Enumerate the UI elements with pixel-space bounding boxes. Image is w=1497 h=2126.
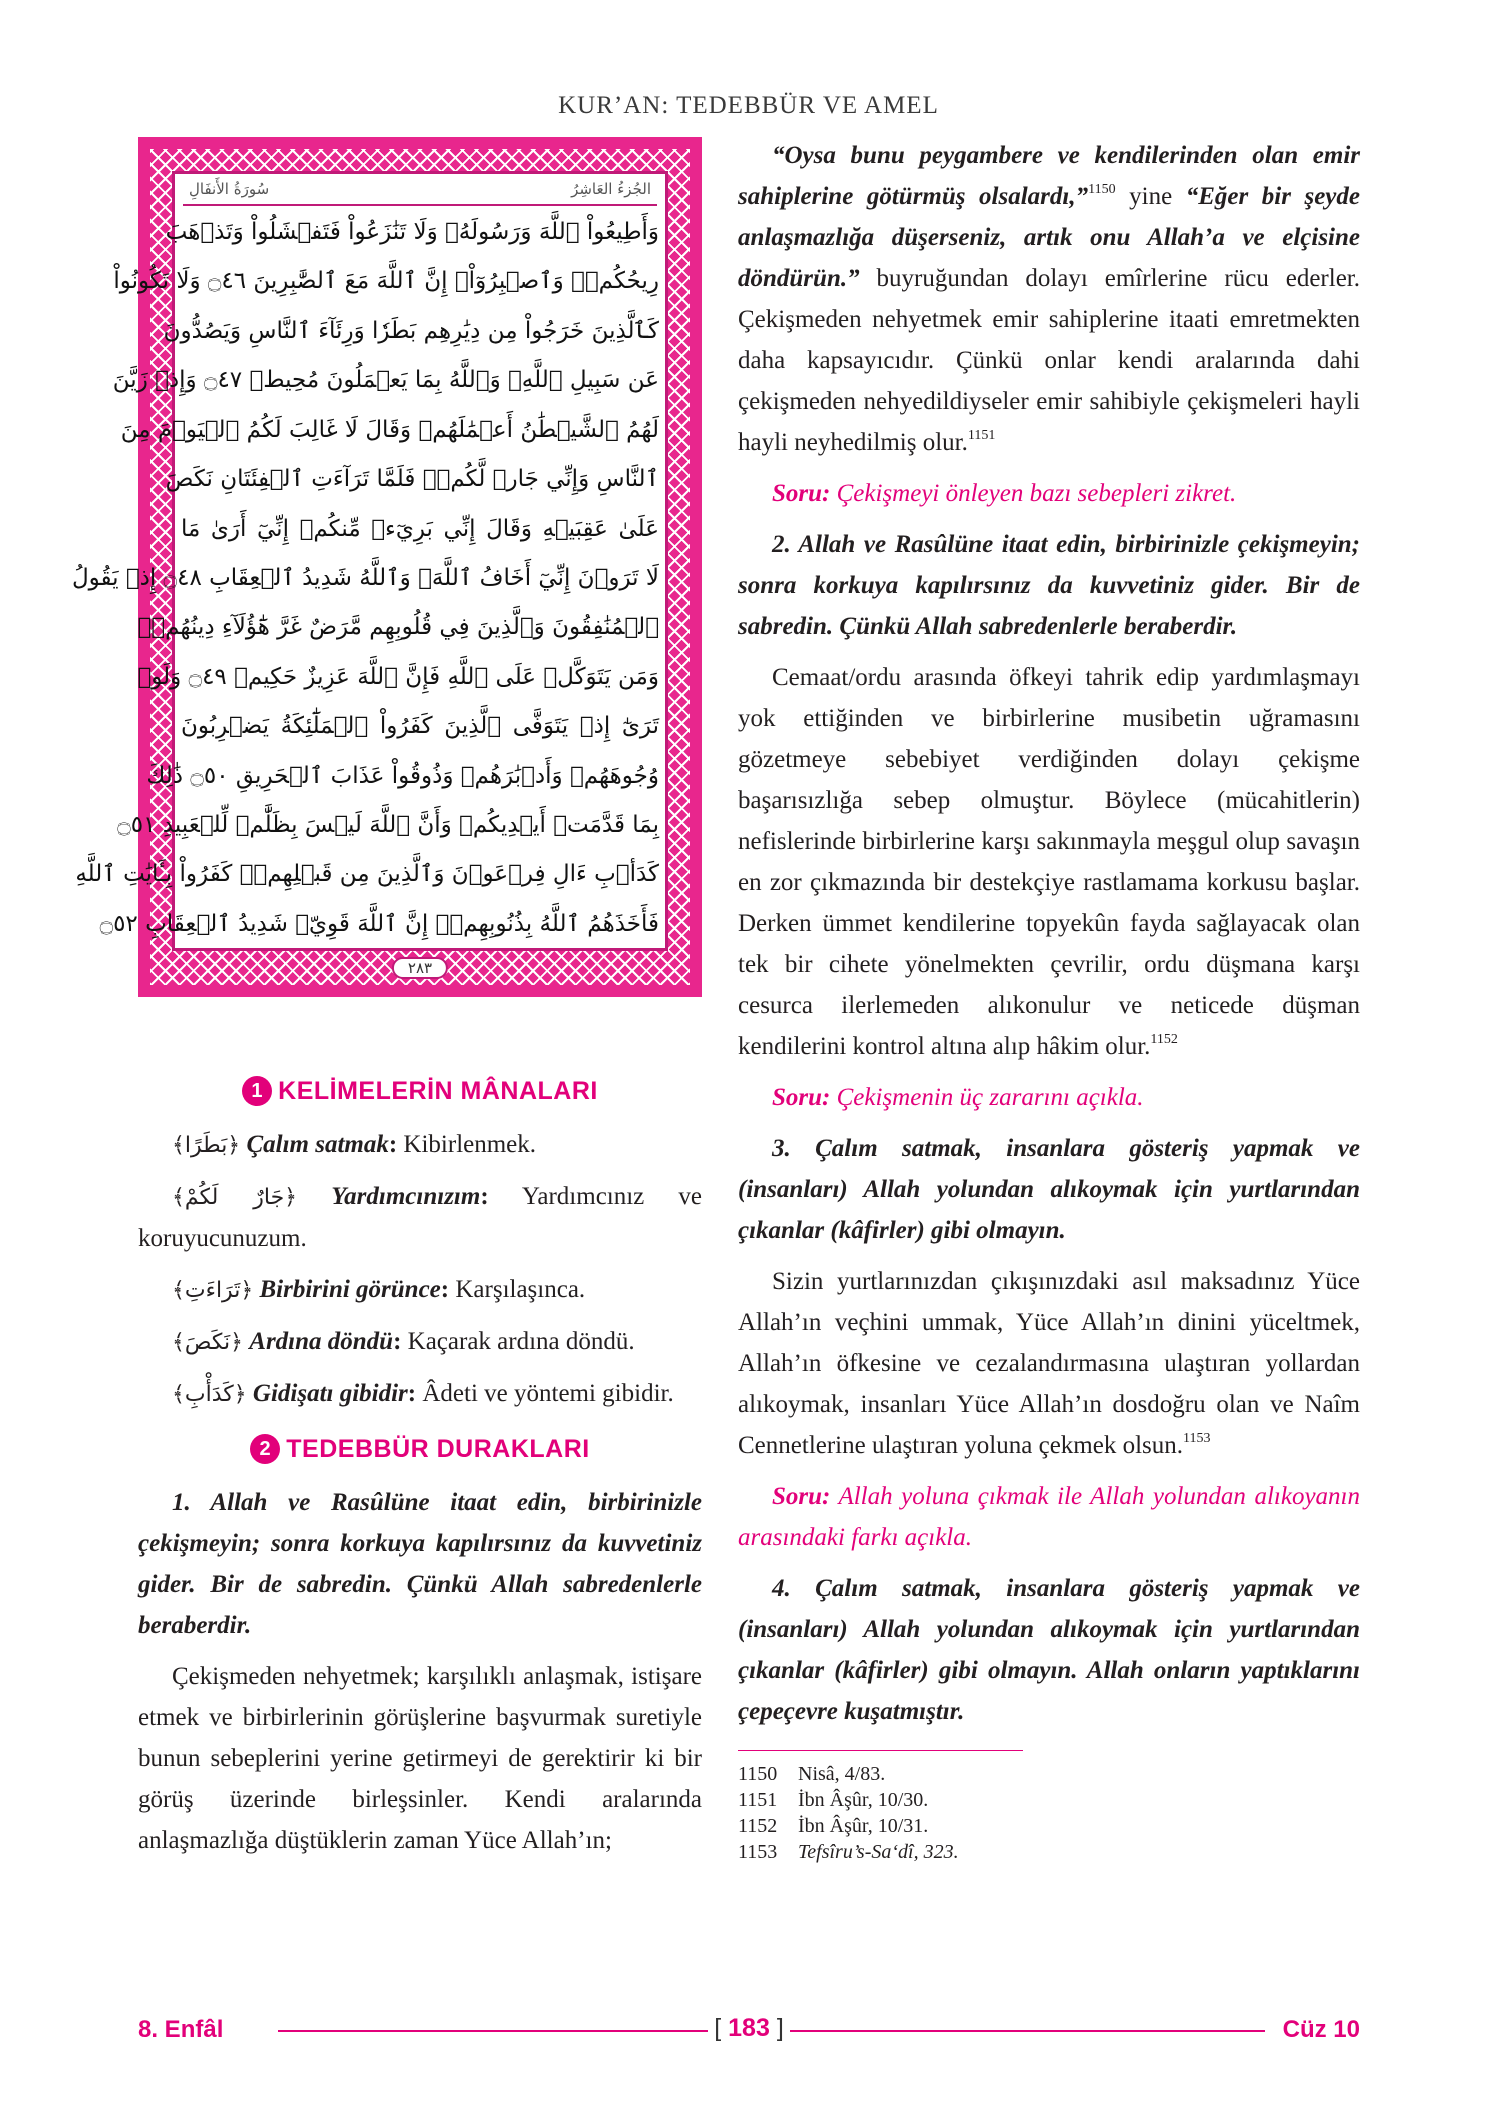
mushaf-line: ٱلنَّاسِ وَإِنِّي جَارٞ لَّكُمۡۖ فَلَمَّا تَرَآءَتِ ٱلۡفِئَتَانِ نَكَصَ	[165, 466, 659, 493]
glossary-term: Çalım satmak	[246, 1131, 389, 1158]
glossary-definition: Yardımcınız ve koruyucunuzum.	[138, 1183, 702, 1252]
question-label: Soru:	[772, 480, 831, 507]
footnote	[738, 1787, 1360, 1813]
mushaf-line: لَا تَرَوۡنَ إِنِّيٓ أَخَافُ ٱللَّهَۚ وَٱللَّهُ شَدِيدُ ٱلۡعِقَابِ ۝٤٨ إِذۡ يَقُولُ	[71, 564, 659, 591]
mushaf-header-rule	[183, 204, 657, 206]
tedebbur-point-4: 4. Çalım satmak, insanlara gösteriş yapmak ve (insanları) Allah yolundan alıkoymak için yurtlarından çıkanlar (kâfirler) gibi olmayın. Allah onların yaptıklarını çepeçevre kuşatmıştır.	[738, 1575, 1360, 1725]
mushaf-line: فَأَخَذَهُمُ ٱللَّهُ بِذُنُوبِهِمۡۚ إِنَّ ٱللَّهَ قَوِيّٞ شَدِيدُ ٱلۡعِقَابِ ۝٥٢	[99, 910, 659, 937]
right-column	[738, 135, 1360, 1865]
footnote-text: İbn Âşûr, 10/31.	[798, 1815, 929, 1837]
mushaf-line: تَرَىٰٓ إِذۡ يَتَوَفَّى ٱلَّذِينَ كَفَرُواْ ٱلۡمَلَٰٓئِكَةُ يَضۡرِبُونَ	[181, 713, 659, 740]
footnote-ref[interactable]: 1152	[1150, 1032, 1178, 1047]
glossary-definition: Kaçarak ardına döndü.	[401, 1328, 635, 1355]
footnote-ref[interactable]: 1150	[1088, 182, 1116, 197]
glossary-term: Ardına döndü	[249, 1328, 394, 1355]
glossary-entry: ﴿كَدَأْبِ﴾ Gidişatı gibidir: Âdeti ve yöntemi gibidir.	[172, 1380, 674, 1407]
section-heading-kelimeler	[138, 1071, 702, 1112]
footnote-text: İbn Âşûr, 10/30.	[798, 1789, 929, 1811]
mushaf-line: وَمَن يَتَوَكَّلۡ عَلَى ٱللَّهِ فَإِنَّ ٱللَّهَ عَزِيزٌ حَكِيمٞ ۝٤٩ وَلَوۡ	[137, 663, 659, 690]
ornamental-frame	[71, 149, 690, 985]
left-column	[138, 1065, 702, 1871]
quote: “Eğer bir şeyde anlaşmazlığa düşerseniz, artık onu Allah’a ve elçisine döndürün.”	[738, 183, 1360, 292]
running-head: KUR’AN: TEDEBBÜR VE AMEL	[558, 92, 939, 119]
mushaf-line: لَهُمُ ٱلشَّيۡطَٰنُ أَعۡمَٰلَهُمۡ وَقَالَ لَا غَالِبَ لَكُمُ ٱلۡيَوۡمَ مِنَ	[120, 416, 659, 443]
tedebbur-point-2: 2. Allah ve Rasûlüne itaat edin, birbirinizle çekişmeyin; sonra korkuya kapılırsınız da kuvvetiniz gider. Bir de sabredin. Çünkü Allah sabredenlerle beraberdir.	[738, 531, 1360, 640]
glossary-entry: ﴿تَرَاءَتِ﴾ Birbirini görünce: Karşılaşınca.	[172, 1276, 586, 1303]
mushaf-line: كَدَأۡبِ ءَالِ فِرۡعَوۡنَ وَٱلَّذِينَ مِن قَبۡلِهِمۡۚ كَفَرُواْ بِـَٔايَٰتِ ٱللَّهِ	[75, 861, 659, 888]
page-footer	[138, 2016, 1360, 2046]
section-heading-tedebbur	[138, 1429, 702, 1470]
mushaf-line: عَن سَبِيلِ ٱللَّهِۚ وَٱللَّهُ بِمَا يَعۡمَلُونَ مُحِيطٞ ۝٤٧ وَإِذۡ زَيَّنَ	[112, 367, 659, 394]
footnote-divider	[738, 1750, 1023, 1751]
footnote-number: 1151	[738, 1789, 778, 1811]
question-label: Soru:	[772, 1084, 831, 1111]
question-text: Çekişmeyi önleyen bazı sebepleri zikret.	[830, 480, 1237, 507]
glossary-term: Yardımcınızım	[331, 1183, 481, 1210]
arabic-word: ﴿بَطَرًا﴾	[172, 1133, 241, 1158]
mushaf-line: وَأَطِيعُواْ ٱللَّهَ وَرَسُولَهُۥ وَلَا تَنَٰزَعُواْ فَتَفۡشَلُواْ وَتَذۡهَبَ	[165, 219, 659, 245]
question-label: Soru:	[772, 1483, 831, 1510]
arabic-word: ﴿تَرَاءَتِ﴾	[172, 1278, 254, 1303]
bracket-close: ]	[776, 2014, 784, 2042]
question-text: Allah yoluna çıkmak ile Allah yolundan alıkoyanın arasındaki farkı açıkla.	[738, 1483, 1360, 1551]
question-text: Çekişmenin üç zararını açıkla.	[830, 1084, 1144, 1111]
arabic-word: ﴿كَدَأْبِ﴾	[172, 1382, 247, 1407]
mushaf-page-number: ٢٨٣	[392, 957, 448, 979]
bracket-open: [	[714, 2014, 722, 2042]
footnote-text: Nisâ, 4/83.	[798, 1763, 886, 1785]
question	[738, 473, 1360, 514]
footnote-text: Tefsîru’s-Sa‘dî, 323.	[798, 1841, 959, 1863]
mushaf-line: رِيحُكُمۡۖ وَٱصۡبِرُوٓاْۚ إِنَّ ٱللَّهَ مَعَ ٱلصَّٰبِرِينَ ۝٤٦ وَلَا تَكُونُواْ	[113, 268, 659, 295]
glossary-list	[138, 1124, 702, 1415]
footer-rule-right	[790, 2030, 1265, 2032]
mushaf-juz-label: الجُزءُ العَاشِرُ	[571, 180, 651, 198]
footer-rule-left	[278, 2030, 708, 2032]
footnote	[738, 1761, 1360, 1787]
mushaf-line: وُجُوهَهُمۡ وَأَدۡبَٰرَهُمۡ وَذُوقُواْ عَذَابَ ٱلۡحَرِيقِ ۝٥٠ ذَٰلِكَ	[146, 762, 659, 789]
page-number-value: 183	[728, 2014, 770, 2042]
body-paragraph	[738, 1261, 1360, 1466]
footer-juz: Cüz 10	[1282, 2016, 1360, 2043]
arabic-word: ﴿نَكَصَ﴾	[172, 1330, 244, 1355]
footer-page-number	[714, 2014, 784, 2043]
footnote	[738, 1813, 1360, 1839]
glossary-definition: Âdeti ve yöntemi gibidir.	[416, 1380, 674, 1407]
footnotes	[738, 1761, 1360, 1865]
mushaf-line: كَٱلَّذِينَ خَرَجُواْ مِن دِيَٰرِهِم بَطَرٗا وَرِئَآءَ ٱلنَّاسِ وَيَصُدُّونَ	[163, 317, 659, 344]
footer-surah: 8. Enfâl	[138, 2016, 224, 2043]
arabic-word: ﴿جَارٌ لَكُمْ﴾	[172, 1185, 298, 1210]
footnote-ref[interactable]: 1153	[1183, 1431, 1211, 1446]
question	[738, 1476, 1360, 1558]
glossary-definition: Karşılaşınca.	[449, 1276, 586, 1303]
glossary-term: Gidişatı gibidir	[252, 1380, 408, 1407]
mushaf-surah-label: سُورَةُ الأَنفَالِ	[189, 180, 270, 198]
tedebbur-point-1: 1. Allah ve Rasûlüne itaat edin, birbirinizle çekişmeyin; sonra korkuya kapılırsınız da kuvvetiniz gider. Bir de sabredin. Çünkü Allah sabredenlerle beraberdir.	[138, 1489, 702, 1639]
mushaf-line: عَلَىٰ عَقِبَيۡهِ وَقَالَ إِنِّي بَرِيٓءٞ مِّنكُمۡ إِنِّيٓ أَرَىٰ مَا	[181, 515, 659, 542]
section-number-badge: 1	[242, 1076, 272, 1106]
text-run: Cemaat/ordu arasında öfkeyi tahrik edip yardımlaşmayı yok ettiğinden ve birbirlerine musibetin uğramasını gözetmeye sebebiyet verdiğinden dolayı çekişme başarısızlığa sebep olmuştur. Böylece (mücahitlerin) nefislerinde birbirlerine karşı sakınmayla meşgul olup savaşın en zor çıkmazında bir destekçiye rastlamama korkusu başlar. Derken ümmet kendilerine topyekûn fayda sağlayacak olan tek bir cihete yönelmekten çevrilir, ordu düşmana karşı cesurca ilerlemeden alıkonulur ve neticede düşman kendilerini kontrol altına alıp hâkim olur.	[738, 664, 1360, 1060]
footnote-number: 1150	[738, 1763, 778, 1785]
question	[738, 1077, 1360, 1118]
body-paragraph	[738, 135, 1360, 463]
tedebbur-point-3: 3. Çalım satmak, insanlara gösteriş yapmak ve (insanları) Allah yolundan alıkoymak için yurtlarından çıkanlar (kâfirler) gibi olmayın.	[738, 1135, 1360, 1244]
text-run: buyruğundan dolayı emîrlerine rücu ederler. Çekişmeden nehyetmek emir sahiplerine itaati emretmekten daha kapsayıcıdır. Çünkü onlar kendi aralarında dahi çekişmeden nehyedildiyseler emir sahibiyle çekişmeleri hayli hayli neyhedilmiş olur.	[738, 265, 1360, 456]
text-run: yine	[1115, 183, 1186, 210]
mushaf-lines	[71, 214, 659, 942]
footnote-number: 1152	[738, 1815, 778, 1837]
glossary-entry: ﴿جَارٌ لَكُمْ﴾ Yardımcınızım: Yardımcınız ve koruyucunuzum.	[138, 1183, 702, 1252]
glossary-term: Birbirini görünce	[259, 1276, 441, 1303]
footnote-number: 1153	[738, 1841, 778, 1863]
section-heading-text: TEDEBBÜR DURAKLARI	[286, 1435, 590, 1463]
body-paragraph	[738, 657, 1360, 1067]
section-heading-text: KELİMELERİN MÂNALARI	[278, 1077, 598, 1105]
mushaf-line: ٱلۡمُنَٰفِقُونَ وَٱلَّذِينَ فِي قُلُوبِهِم مَّرَضٌ غَرَّ هَٰٓؤُلَآءِ دِينُهُمۡۗ	[137, 614, 659, 641]
footnote-ref[interactable]: 1151	[967, 428, 996, 443]
quote: “Oysa bunu peygambere ve kendilerinden olan emir sahiplerine götürmüş olsalardı,”	[738, 142, 1360, 210]
glossary-definition: Kibirlenmek.	[397, 1131, 537, 1158]
section-number-badge: 2	[250, 1434, 280, 1464]
mushaf-panel	[71, 137, 702, 997]
mushaf-line: بِمَا قَدَّمَتۡ أَيۡدِيكُمۡ وَأَنَّ ٱللَّهَ لَيۡسَ بِظَلَّٰمٖ لِّلۡعَبِيدِ ۝٥١	[117, 812, 659, 839]
text-run: Sizin yurtlarınızdan çıkışınızdaki asıl maksadınız Yüce Allah’ın veçhini ummak, Yüce Allah’ın dinini yüceltmek, Allah’ın öfkesine ve cezalandırmasına ulaştıran yollardan alıkoymak, insanları Yüce Allah’ın dosdoğru olan ve Naîm Cennetlerine ulaştıran yoluna çekmek olsun.	[738, 1268, 1360, 1459]
glossary-entry: ﴿نَكَصَ﴾ Ardına döndü: Kaçarak ardına döndü.	[172, 1328, 635, 1355]
footnote	[738, 1839, 1360, 1865]
body-paragraph: Çekişmeden nehyetmek; karşılıklı anlaşmak, istişare etmek ve birbirlerinin görüşlerine başvurmak suretiyle bunun sebeplerini yerine getirmeyi de gerektirir ki bir görüş üzerinde birleşsinler. Kendi aralarında anlaşmazlığa düştüklerin zaman Yüce Allah’ın;	[138, 1663, 702, 1854]
glossary-entry: ﴿بَطَرًا﴾ Çalım satmak: Kibirlenmek.	[172, 1131, 537, 1158]
mushaf-text-area	[71, 171, 668, 951]
